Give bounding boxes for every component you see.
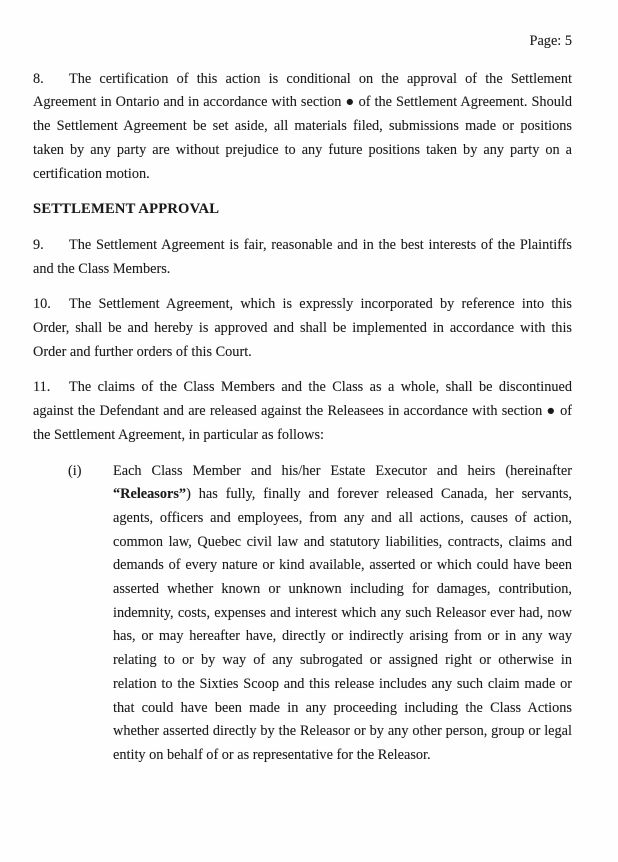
defined-term-releasors: “Releasors” — [113, 486, 187, 503]
paragraph-9-number: 9. — [33, 236, 44, 253]
paragraph-8-number: 8. — [33, 70, 44, 87]
paragraph-9 — [33, 234, 572, 281]
paragraph-10 — [33, 293, 572, 364]
list-item-i-marker: (i) — [68, 462, 82, 479]
paragraph-11-text: The claims of the Class Members and the Class as a whole, shall be discontinued against the Defendant and are released against the Releasees in accordance with section ● of the Settlement Agreement, in particular as follows: — [33, 379, 572, 443]
list-item-i-text-after: ) has fully, finally and forever released Canada, her servants, agents, officers and employees, from any and all actions, causes of action, common law, Quebec civil law and statutory liabilities, contracts, claims and demands of every nature or kind available, asserted or which could have been asserted whether known or unknown including for damages, contribution, indemnity, costs, expenses and interest which any such Releasor ever had, now has, or may hereafter have, directly or indirectly arising from or in any way relating to or by way of any subrogated or assigned right or otherwise in relation to the Sixties Scoop and this release includes any such claim made or that could have been made in any proceeding including the Class Actions whether asserted directly by the Releasor or by any other person, group or legal entity on behalf of or as representative for the Releasor. — [113, 486, 572, 763]
paragraph-9-text: The Settlement Agreement is fair, reasonable and in the best interests of the Plaintiffs and the Class Members. — [33, 236, 572, 277]
list-item-i-text-before: Each Class Member and his/her Estate Executor and heirs (hereinafter — [113, 462, 572, 479]
paragraph-11 — [33, 376, 572, 447]
paragraph-11-number: 11. — [33, 379, 51, 396]
paragraph-8 — [33, 68, 572, 187]
section-heading: SETTLEMENT APPROVAL — [33, 201, 220, 218]
paragraph-8-text: The certification of this action is conditional on the approval of the Settlement Agreement in Ontario and in accordance with section ● of the Settlement Agreement. Should the Settlement Agreement be set aside, all materials filed, submissions made or positions taken by any party are without prejudice to any future positions taken by any party on a certification motion. — [33, 70, 572, 182]
list-item-i — [68, 460, 572, 768]
paragraph-10-text: The Settlement Agreement, which is expressly incorporated by reference into this Order, shall be and hereby is approved and shall be implemented in accordance with this Order and further orders of this Court. — [33, 296, 572, 360]
paragraph-10-number: 10. — [33, 296, 51, 313]
page-number: Page: 5 — [529, 33, 572, 49]
